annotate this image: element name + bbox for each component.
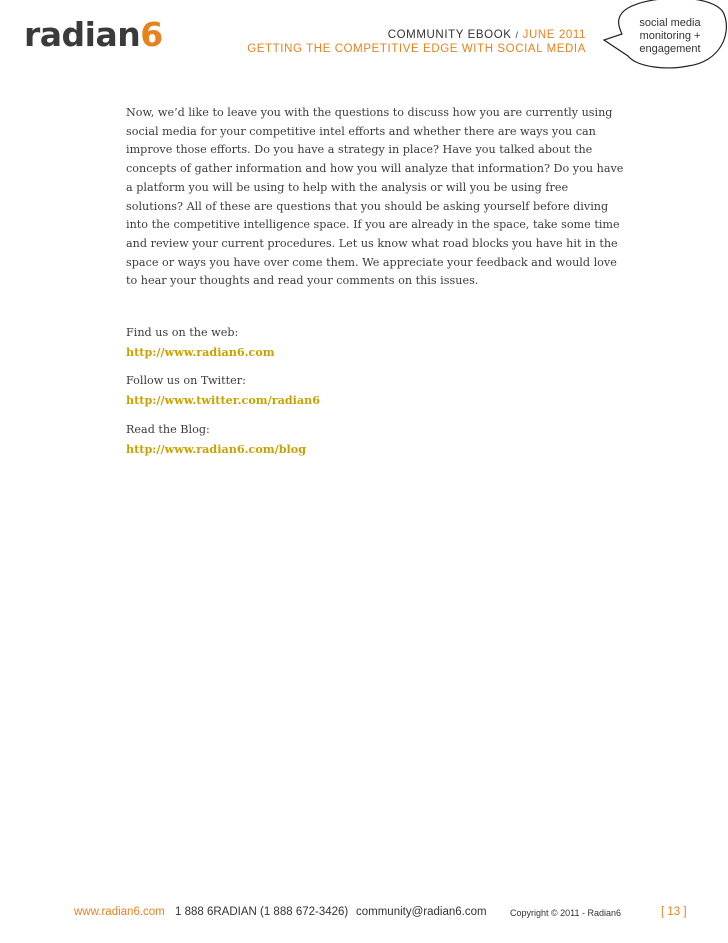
footer-phone: 1 888 6RADIAN (1 888 672-3426) [175,906,349,918]
logo-six: 6 [140,15,163,54]
bubble-line-1: social media [639,17,701,29]
radian6-logo [24,15,163,54]
footer-email[interactable]: community@radian6.com [356,906,487,918]
contact-web-label: Find us on the web: [126,326,239,339]
page-footer [74,906,728,922]
bubble-line-3: engagement [639,43,701,55]
contact-twitter-label: Follow us on Twitter: [126,374,246,387]
bubble-line-2: monitoring + [639,30,701,42]
footer-copyright: Copyright © 2011 - Radian6 [510,908,622,918]
ebook-header [388,29,586,41]
contact-web-link[interactable]: http://www.radian6.com [126,344,275,359]
contact-blog-label: Read the Blog: [126,423,210,436]
contact-web [126,324,275,361]
page-number: [ 13 ] [661,906,687,918]
contact-twitter-link[interactable]: http://www.twitter.com/radian6 [126,392,321,407]
contact-blog [126,421,306,458]
bubble-tagline [620,17,720,56]
header-slash: / [515,30,519,40]
ebook-label: COMMUNITY EBOOK [387,29,512,41]
closing-paragraph: Now, we’d like to leave you with the questions to discuss how you are currently using social media for your competitive intel efforts and whether there are ways you can improve those efforts. Do you have a strategy in place? Have you talked about the concepts of gather information and how you will analyze that information? Do you have a platform you will be using to help with the analysis or will you be using free solutions? All of these are questions that you should be asking yourself before diving into the competitive intelligence space. If you are already in the space, take some time and review your current procedures. Let us know what road blocks you have hit in the space or ways you have over come them. We appreciate your feedback and would love to hear your thoughts and read your comments on this issues. [126,106,624,288]
logo-text: radian [24,15,141,54]
ebook-subtitle: GETTING THE COMPETITIVE EDGE WITH SOCIAL MEDIA [247,43,586,55]
footer-website[interactable]: www.radian6.com [74,906,165,918]
ebook-date: JUNE 2011 [522,29,586,41]
contact-blog-link[interactable]: http://www.radian6.com/blog [126,441,307,456]
contact-twitter [126,372,320,409]
